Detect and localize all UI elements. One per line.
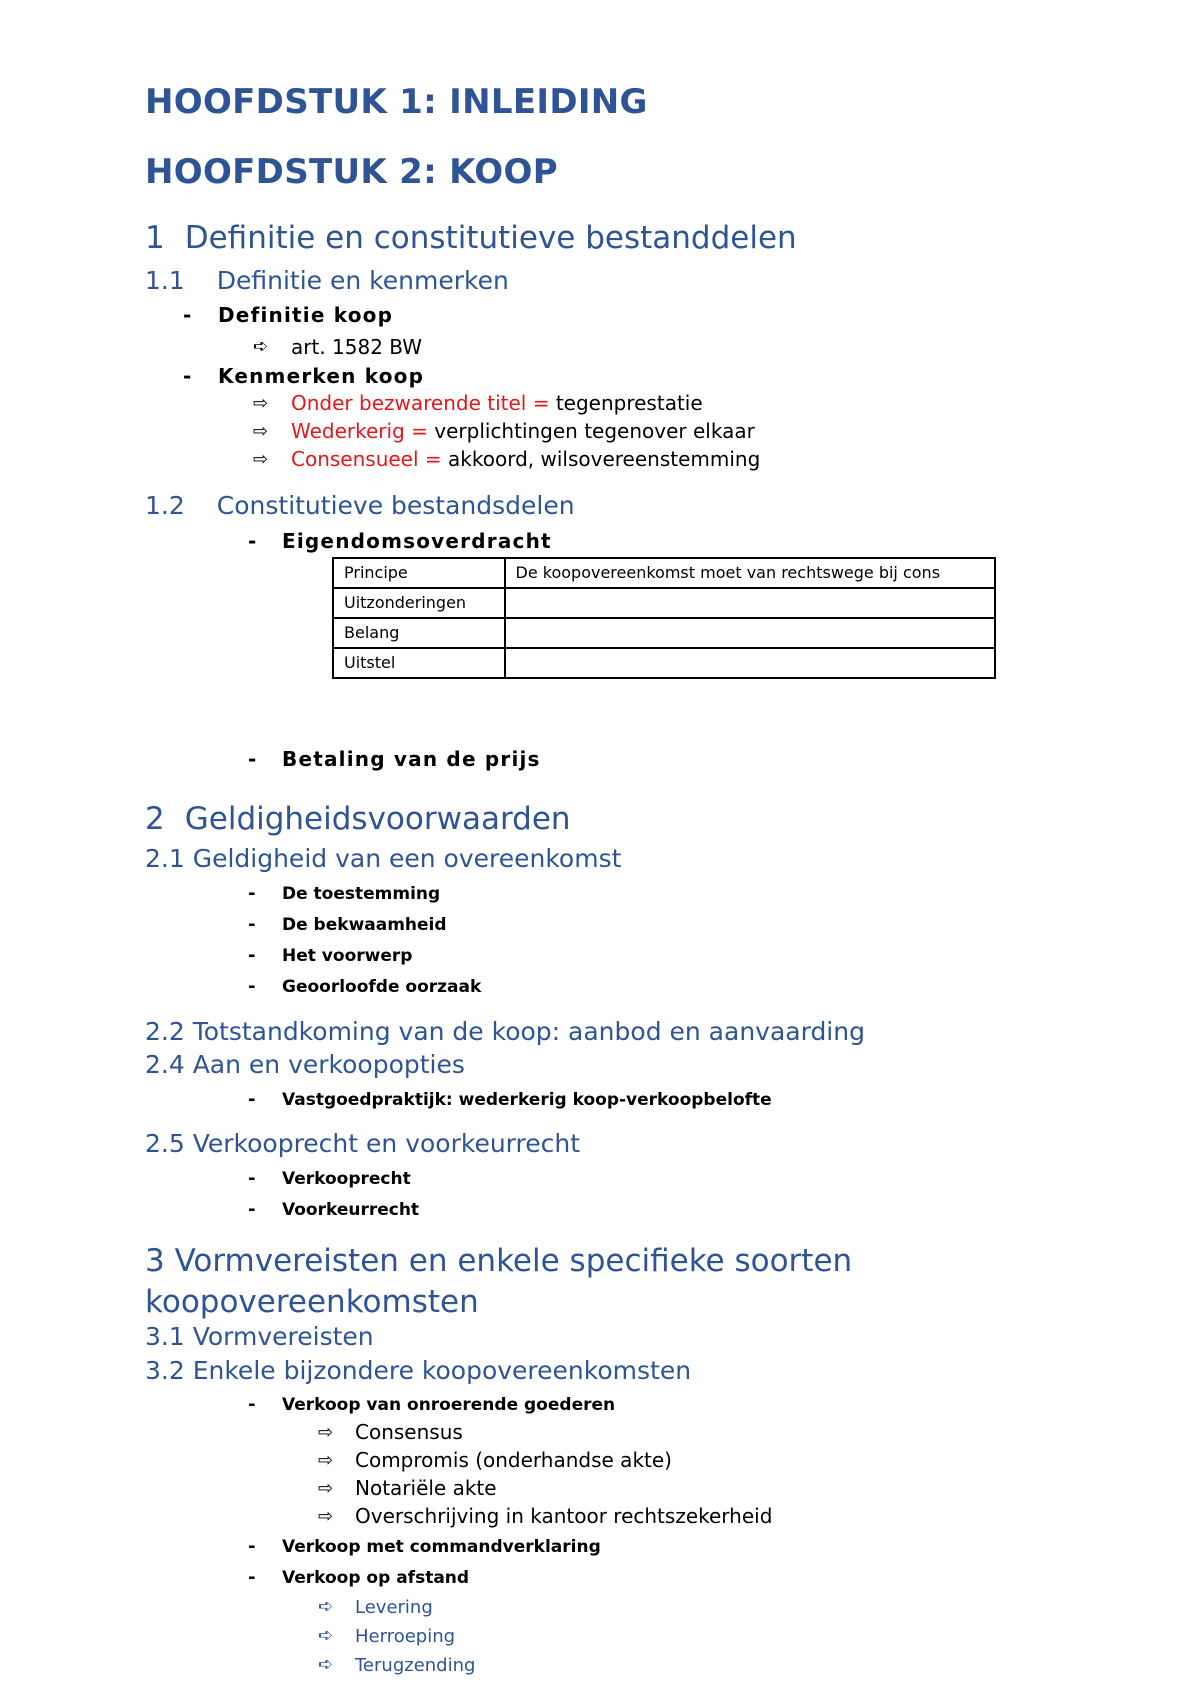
arrow-bullet-icon: ⇨ <box>318 1450 334 1471</box>
arrow-bullet-icon: ⇨ <box>253 421 269 442</box>
dash-bullet: - <box>248 883 256 904</box>
list-item: De bekwaamheid <box>282 915 447 935</box>
section-3-heading-line2: koopovereenkomsten <box>145 1284 479 1320</box>
section-1-1-heading <box>145 266 509 295</box>
dash-bullet: - <box>248 1089 256 1110</box>
kenmerk-equals: = <box>418 447 449 471</box>
chapter-1-heading: HOOFDSTUK 1: INLEIDING <box>145 82 648 122</box>
dash-bullet: - <box>248 1394 256 1415</box>
kenmerk-equals: = <box>526 391 556 415</box>
dash-bullet: - <box>183 303 192 327</box>
arrow-bullet-icon: ➪ <box>253 336 269 357</box>
arrow-bullet-icon: ⇨ <box>253 449 269 470</box>
kenmerk-item <box>291 419 755 443</box>
kenmerk-term: Onder bezwarende titel <box>291 391 527 415</box>
section-2-number: 2 <box>145 801 165 837</box>
arrow-bullet-icon: ⇨ <box>318 1422 334 1443</box>
dash-bullet: - <box>248 976 256 997</box>
list-item: Voorkeurrecht <box>282 1200 420 1220</box>
kenmerk-term: Wederkerig <box>291 419 405 443</box>
section-1-2-title: Constitutieve bestandsdelen <box>216 491 575 520</box>
article-reference: art. 1582 BW <box>291 335 423 359</box>
kenmerk-description: akkoord, wilsovereenstemming <box>448 447 761 471</box>
kenmerk-description: verplichtingen tegenover elkaar <box>434 419 755 443</box>
sub-list-item: Herroeping <box>355 1626 456 1647</box>
section-2-heading <box>145 801 571 837</box>
arrow-bullet-icon: ➪ <box>318 1654 334 1675</box>
dash-bullet: - <box>248 1567 256 1588</box>
dash-bullet: - <box>248 914 256 935</box>
section-1-1-number: 1.1 <box>145 266 185 295</box>
eigendomsoverdracht-label: Eigendomsoverdracht <box>282 529 552 553</box>
kenmerk-item <box>291 391 703 415</box>
table-cell-label: Belang <box>333 618 505 648</box>
section-1-2-number: 1.2 <box>145 491 185 520</box>
betaling-label: Betaling van de prijs <box>282 747 541 771</box>
dash-bullet: - <box>248 1199 256 1220</box>
list-item: De toestemming <box>282 884 441 904</box>
list-item: Verkoop met commandverklaring <box>282 1537 601 1557</box>
arrow-bullet-icon: ➪ <box>318 1596 334 1617</box>
table-cell-value <box>505 618 995 648</box>
sub-list-item: Levering <box>355 1597 433 1618</box>
kenmerk-description: tegenprestatie <box>555 391 703 415</box>
sub-list-item: Consensus <box>355 1420 463 1444</box>
section-3-1-heading: 3.1 Vormvereisten <box>145 1322 374 1351</box>
table-cell-value <box>505 558 995 588</box>
dash-bullet: - <box>248 529 257 553</box>
dash-bullet: - <box>248 945 256 966</box>
kenmerk-item <box>291 447 760 471</box>
sub-list-item: Notariële akte <box>355 1476 497 1500</box>
table-row <box>333 648 995 678</box>
table-row <box>333 618 995 648</box>
section-2-title: Geldigheidsvoorwaarden <box>184 801 571 837</box>
arrow-bullet-icon: ➪ <box>318 1625 334 1646</box>
section-1-2-heading <box>145 491 575 520</box>
arrow-bullet-icon: ⇨ <box>318 1506 334 1527</box>
sub-list-item: Compromis (onderhandse akte) <box>355 1448 672 1472</box>
list-item: Verkoop op afstand <box>282 1568 470 1588</box>
section-2-2-heading: 2.2 Totstandkoming van de koop: aanbod en aanvaarding <box>145 1017 865 1046</box>
dash-bullet: - <box>183 364 192 388</box>
section-2-4-heading: 2.4 Aan en verkoopopties <box>145 1050 465 1079</box>
definitie-koop-label: Definitie koop <box>218 303 394 327</box>
list-item: Vastgoedpraktijk: wederkerig koop-verkoopbelofte <box>282 1090 772 1110</box>
arrow-bullet-icon: ⇨ <box>318 1478 334 1499</box>
section-3-2-heading: 3.2 Enkele bijzondere koopovereenkomsten <box>145 1356 692 1385</box>
dash-bullet: - <box>248 1168 256 1189</box>
kenmerken-koop-label: Kenmerken koop <box>218 364 425 388</box>
chapter-2-heading: HOOFDSTUK 2: KOOP <box>145 152 558 192</box>
list-item: Het voorwerp <box>282 946 413 966</box>
section-1-number: 1 <box>145 220 165 256</box>
section-3-heading-line1: 3 Vormvereisten en enkele specifieke soorten <box>145 1243 853 1279</box>
kenmerk-term: Consensueel <box>291 447 419 471</box>
section-2-5-heading: 2.5 Verkooprecht en voorkeurrecht <box>145 1129 581 1158</box>
sub-list-item: Terugzending <box>355 1655 476 1676</box>
section-2-1-heading: 2.1 Geldigheid van een overeenkomst <box>145 844 622 873</box>
section-1-heading <box>145 220 797 256</box>
table-cell-value <box>505 588 995 618</box>
dash-bullet: - <box>248 747 257 771</box>
section-1-title: Definitie en constitutieve bestanddelen <box>184 220 797 256</box>
table-cell-label: Uitzonderingen <box>333 588 505 618</box>
principe-text: De koopovereenkomst moet van rechtswege bij cons <box>515 563 941 582</box>
arrow-bullet-icon: ⇨ <box>253 393 269 414</box>
dash-bullet: - <box>248 1536 256 1557</box>
table-cell-value <box>505 648 995 678</box>
list-item: Verkoop van onroerende goederen <box>282 1395 616 1415</box>
table-row <box>333 588 995 618</box>
kenmerk-equals: = <box>404 419 435 443</box>
list-item: Geoorloofde oorzaak <box>282 977 482 997</box>
sub-list-item: Overschrijving in kantoor rechtszekerheid <box>355 1504 773 1528</box>
constitutive-elements-table <box>332 557 996 679</box>
list-item: Verkooprecht <box>282 1169 411 1189</box>
table-cell-label: Principe <box>333 558 505 588</box>
section-1-1-title: Definitie en kenmerken <box>216 266 509 295</box>
table-cell-label: Uitstel <box>333 648 505 678</box>
table-row <box>333 558 995 588</box>
